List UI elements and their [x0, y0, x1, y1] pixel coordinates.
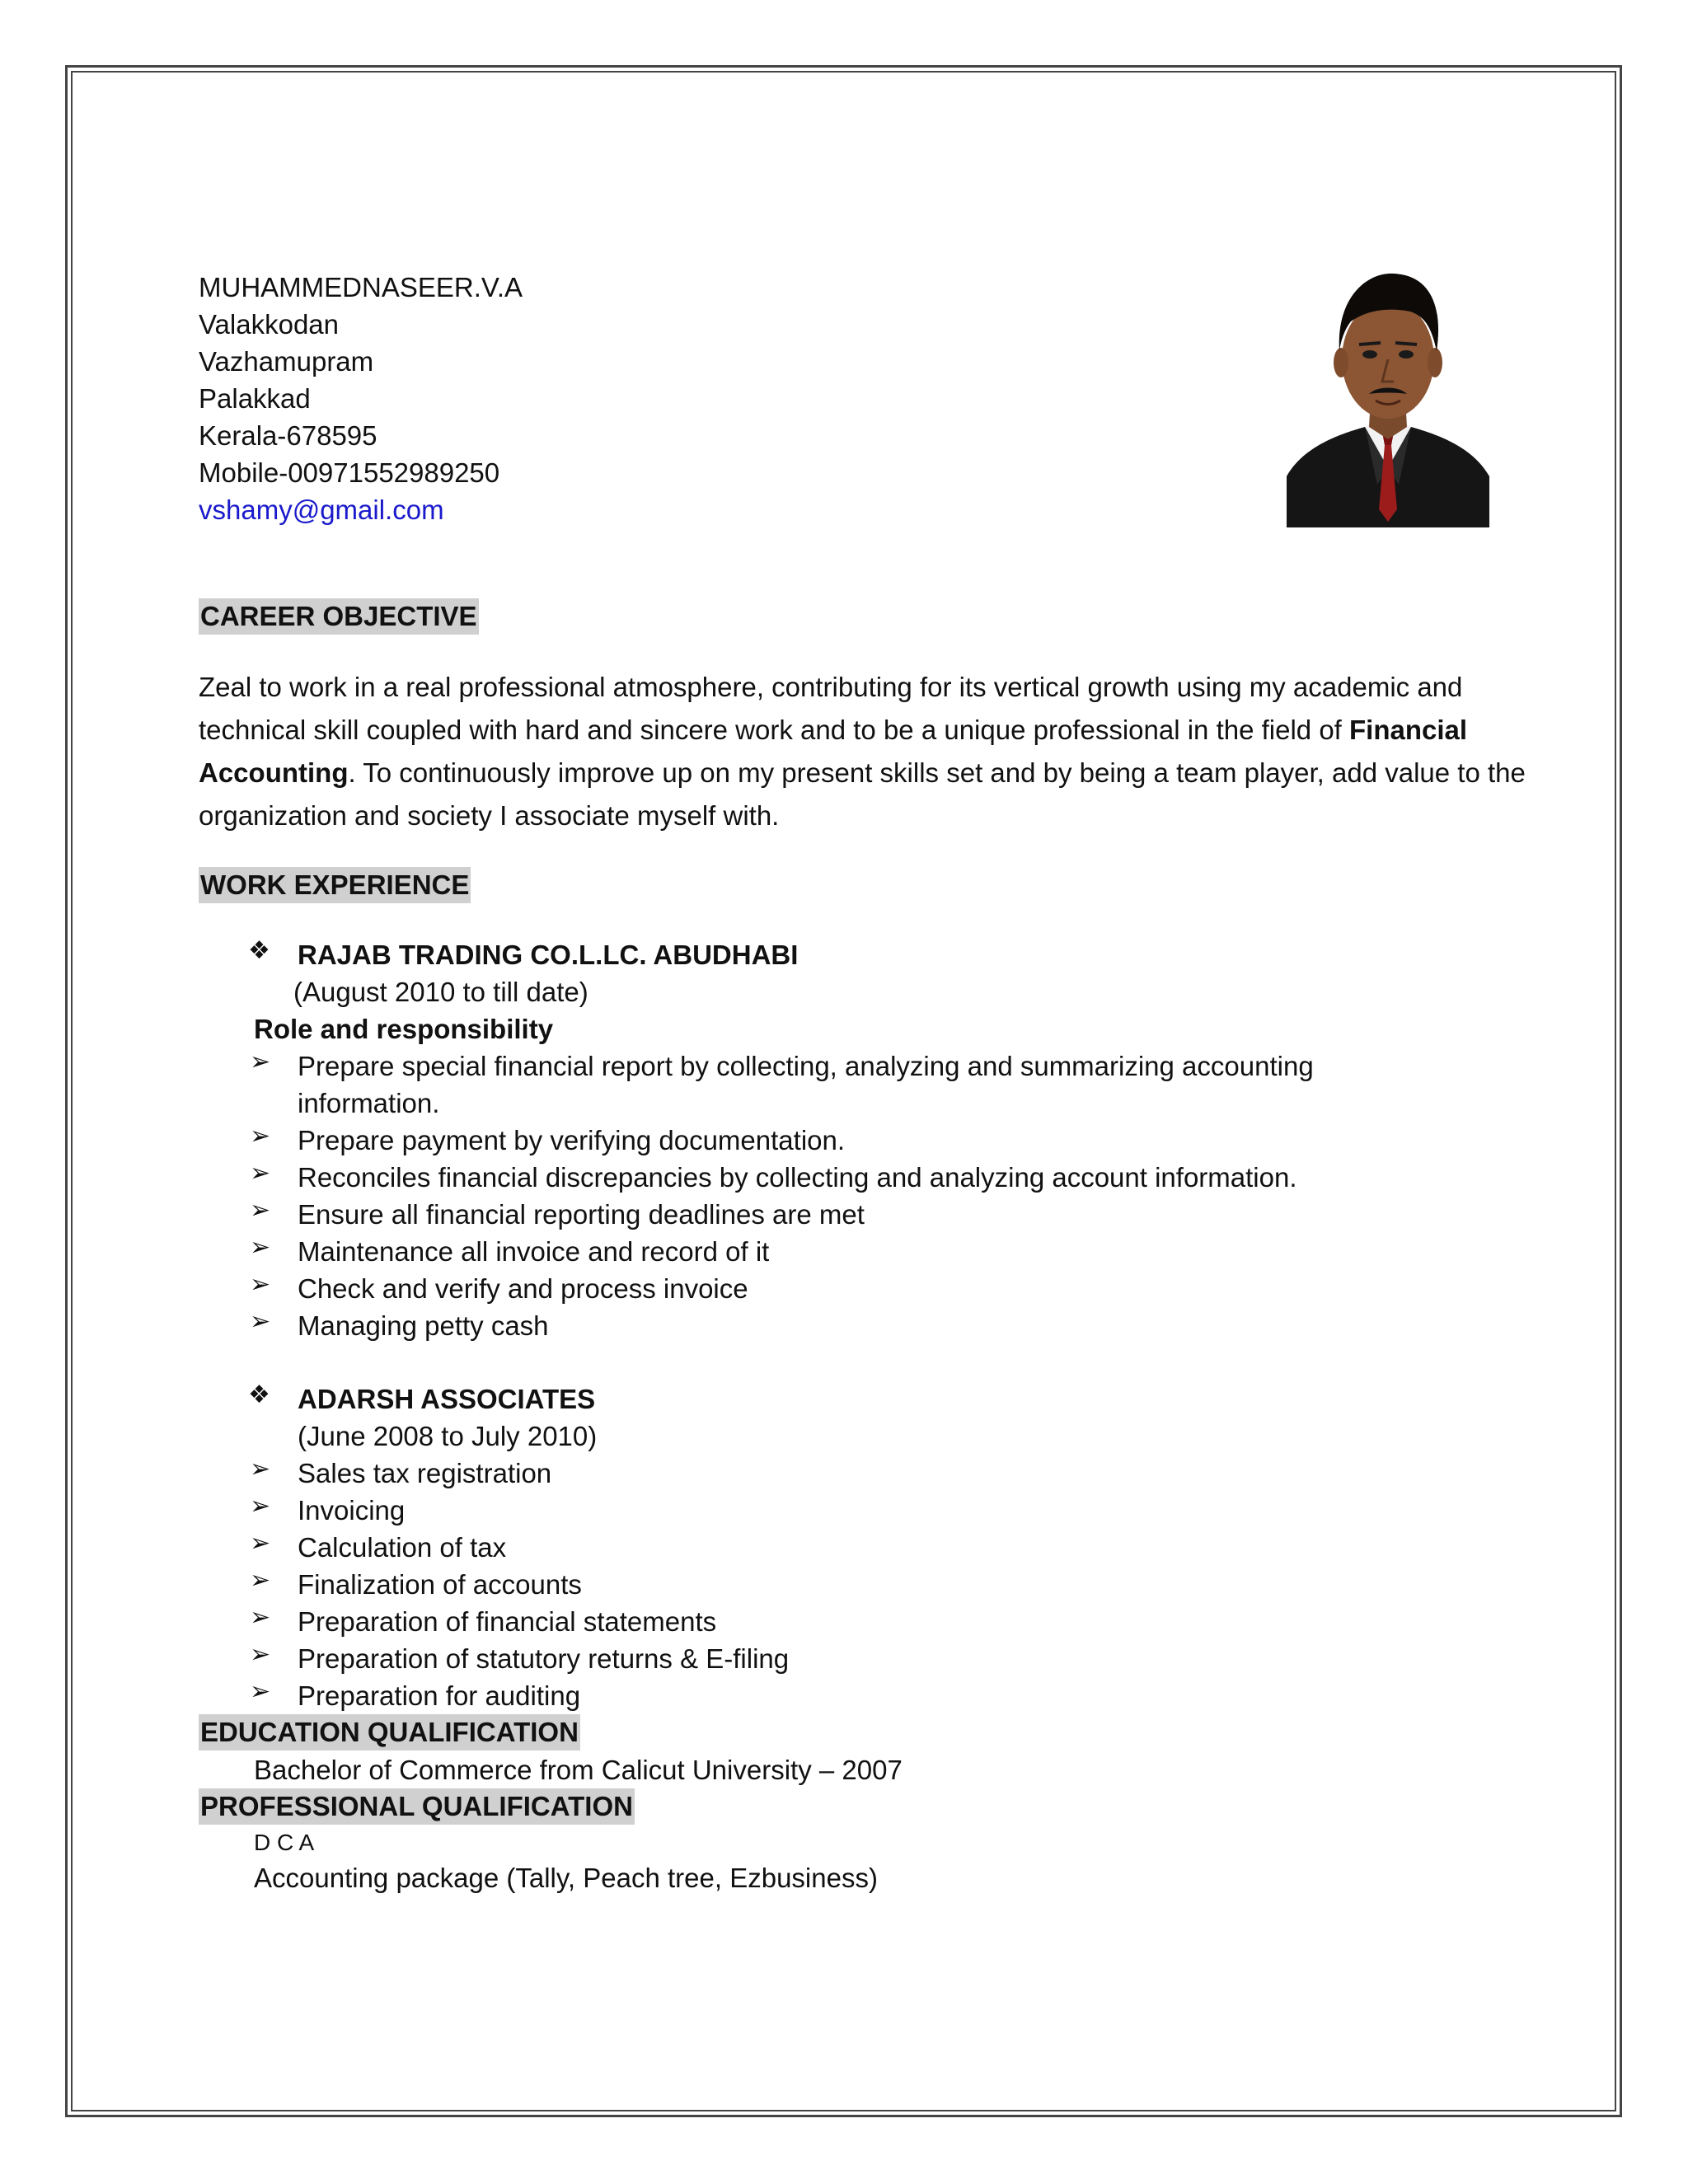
diamond-bullet-icon: ❖: [248, 1381, 270, 1408]
education-heading: EDUCATION QUALIFICATION: [199, 1714, 580, 1750]
arrow-bullet-icon: ➢: [250, 1567, 271, 1594]
list-item: Finalization of accounts: [298, 1569, 582, 1600]
arrow-bullet-icon: ➢: [250, 1308, 271, 1335]
list-item: Sales tax registration: [298, 1458, 552, 1488]
company-name: ADARSH ASSOCIATES: [298, 1384, 596, 1414]
arrow-bullet-icon: ➢: [250, 1122, 271, 1150]
mobile-number: Mobile-00971552989250: [199, 457, 500, 488]
list-item: Prepare special financial report by collecting, analyzing and summarizing accounting: [298, 1051, 1314, 1081]
list-item: Preparation for auditing: [298, 1680, 581, 1711]
email-link[interactable]: vshamy@gmail.com: [199, 494, 444, 525]
profile-photo: [1287, 262, 1489, 527]
career-objective-heading: CAREER OBJECTIVE: [199, 598, 479, 635]
arrow-bullet-icon: ➢: [250, 1530, 271, 1557]
address-line: Palakkad: [199, 383, 311, 414]
role-heading: Role and responsibility: [254, 1014, 554, 1044]
arrow-bullet-icon: ➢: [250, 1604, 271, 1631]
list-item: Invoicing: [298, 1495, 406, 1526]
list-item: Prepare payment by verifying documentation.: [298, 1125, 846, 1155]
objective-text-part: . To continuously improve up on my present skills set and by being a team player, add value to the organization and society I associate myself with.: [199, 757, 1526, 831]
list-item: information.: [298, 1088, 440, 1118]
objective-emphasis: Financial Accounting: [199, 715, 1468, 788]
arrow-bullet-icon: ➢: [250, 1455, 271, 1483]
list-item: Preparation of financial statements: [298, 1606, 717, 1637]
arrow-bullet-icon: ➢: [250, 1641, 271, 1668]
arrow-bullet-icon: ➢: [250, 1160, 271, 1187]
job-period: (August 2010 to till date): [293, 977, 588, 1007]
address-line: Vazhamupram: [199, 346, 374, 377]
arrow-bullet-icon: ➢: [250, 1197, 271, 1224]
list-item: Preparation of statutory returns & E-filing: [298, 1643, 790, 1674]
list-item: Calculation of tax: [298, 1532, 507, 1563]
list-item: Ensure all financial reporting deadlines are met: [298, 1199, 865, 1230]
diamond-bullet-icon: ❖: [248, 937, 270, 964]
list-item: Reconciles financial discrepancies by collecting and analyzing account information.: [298, 1162, 1297, 1193]
arrow-bullet-icon: ➢: [250, 1271, 271, 1298]
professional-heading: PROFESSIONAL QUALIFICATION: [199, 1788, 635, 1825]
arrow-bullet-icon: ➢: [250, 1048, 271, 1076]
list-item: Managing petty cash: [298, 1310, 549, 1341]
address-line: Kerala-678595: [199, 420, 377, 451]
arrow-bullet-icon: ➢: [250, 1678, 271, 1705]
work-experience-heading: WORK EXPERIENCE: [199, 867, 471, 903]
objective-text-part: Zeal to work in a real professional atmosphere, contributing for its vertical growth using my academic and technical skill coupled with hard and sincere work and to be a unique professional in the field of: [199, 672, 1463, 745]
arrow-bullet-icon: ➢: [250, 1234, 271, 1261]
company-name: RAJAB TRADING CO.L.LC. ABUDHABI: [298, 940, 799, 970]
list-item: Check and verify and process invoice: [298, 1273, 748, 1304]
applicant-name: MUHAMMEDNASEER.V.A: [199, 272, 523, 302]
professional-item: Accounting package (Tally, Peach tree, Ezbusiness): [254, 1863, 878, 1893]
list-item: Maintenance all invoice and record of it: [298, 1236, 770, 1267]
address-line: Valakkodan: [199, 309, 340, 340]
arrow-bullet-icon: ➢: [250, 1493, 271, 1520]
career-objective-text: [199, 666, 1550, 837]
professional-item: D C A: [254, 1830, 315, 1855]
education-item: Bachelor of Commerce from Calicut University – 2007: [254, 1755, 903, 1785]
job-period: (June 2008 to July 2010): [298, 1421, 598, 1451]
